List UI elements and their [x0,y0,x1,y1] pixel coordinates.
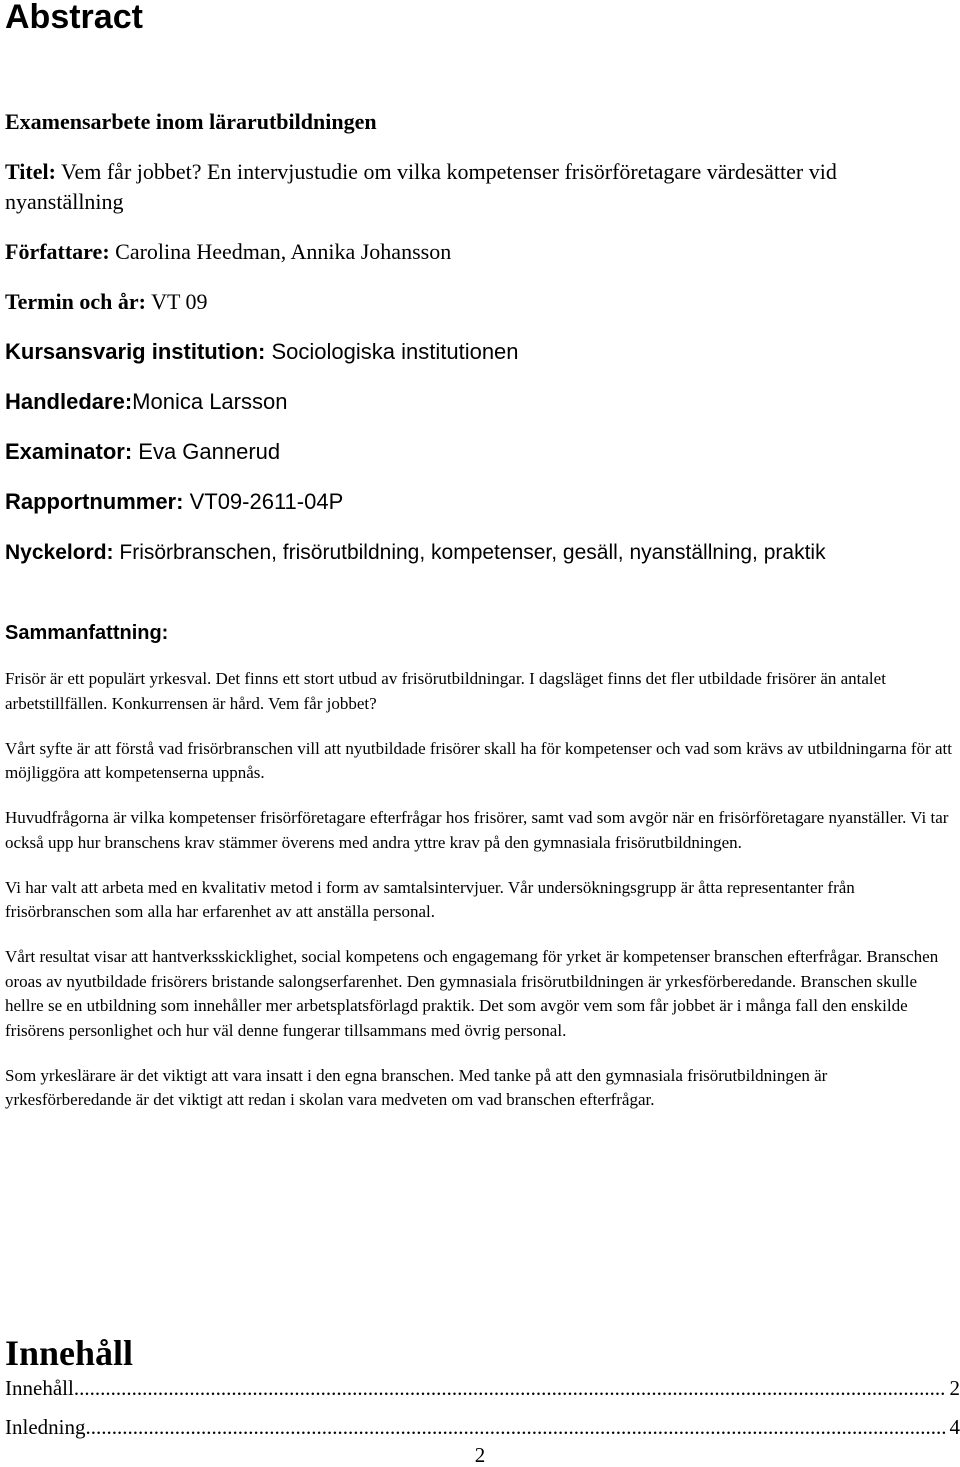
abstract-subtitle: Examensarbete inom lärarutbildningen [5,107,377,137]
field-label: Rapportnummer: [5,489,183,514]
toc-heading: Innehåll [5,1335,133,1371]
toc-entry-label: Innehåll [5,1375,74,1401]
field-value: VT09-2611-04P [190,489,344,514]
field-forfattare [5,237,451,267]
summary-body [5,667,955,1133]
summary-heading: Sammanfattning: [5,620,168,646]
field-value: Eva Gannerud [138,439,280,464]
field-value: Frisörbranschen, frisörutbildning, kompetenser, gesäll, nyanställning, praktik [119,541,825,564]
field-label: Nyckelord: [5,541,114,564]
summary-paragraph: Vårt resultat visar att hantverksskicklighet, social kompetens och engagemang för yrket är kompetenser branschen efterfrågar. Branschen oroas av nyutbildade frisörers bristande salongserfarenhet. Den gymnasiala frisörutbildningen är yrkesförberedande. Branschen skulle hellre se en utbildning som innehåller mer arbetsplatsförlagd praktik. Det som avgör vem som får jobbet är i många fall den enskilde frisörens personlighet och hur väl denne fungerar tillsammans med övrig personal. [5,945,955,1043]
summary-paragraph: Vi har valt att arbeta med en kvalitativ metod i form av samtalsintervjuer. Vår undersökningsgrupp är åtta representanter från frisörbranschen som alla har erfarenhet av att anställa personal. [5,876,955,925]
field-label: Termin och år: [5,289,146,314]
field-value: VT 09 [151,289,207,314]
field-label: Handledare: [5,389,132,414]
field-label: Examinator: [5,439,132,464]
field-label: Författare: [5,239,110,264]
field-termin [5,287,208,317]
toc-leader-dots [85,1414,945,1440]
toc-entry[interactable] [5,1414,960,1440]
toc-entry-page: 2 [946,1375,960,1401]
page-number: 2 [0,1443,960,1467]
field-handledare [5,387,287,417]
toc-entry[interactable] [5,1375,960,1401]
field-nyckelord [5,538,826,568]
toc-entry-page: 4 [946,1414,960,1440]
abstract-heading: Abstract [5,0,143,34]
field-rapportnummer [5,487,343,517]
summary-paragraph: Som yrkeslärare är det viktigt att vara insatt i den egna branschen. Med tanke på att den gymnasiala frisörutbildningen är yrkesförberedande är det viktigt att redan i skolan vara medveten om vad branschen efterfrågar. [5,1064,955,1113]
field-value: Vem får jobbet? En intervjustudie om vilka kompetenser frisörföretagare värdesätter vid nyanställning [5,159,837,214]
summary-paragraph: Vårt syfte är att förstå vad frisörbranschen vill att nyutbildade frisörer skall ha för kompetenser och vad som krävs av utbildningarna för att möjliggöra att kompetenserna uppnås. [5,737,955,786]
field-value: Monica Larsson [132,389,287,414]
toc-leader-dots [74,1375,946,1401]
field-value: Carolina Heedman, Annika Johansson [115,239,451,264]
summary-paragraph: Frisör är ett populärt yrkesval. Det finns ett stort utbud av frisörutbildningar. I dagsläget finns det fler utbildade frisörer än antalet arbetstillfällen. Konkurrensen är hård. Vem får jobbet? [5,667,955,716]
field-institution [5,337,519,367]
toc-entry-label: Inledning [5,1414,85,1440]
field-value: Sociologiska institutionen [271,339,518,364]
summary-paragraph: Huvudfrågorna är vilka kompetenser frisörföretagare efterfrågar hos frisörer, samt vad som avgör när en frisörföretagare nyanställer. Vi tar också upp hur branschens krav stämmer överens med andra yttre krav på den gymnasiala frisörutbildningen. [5,806,955,855]
field-titel [5,157,950,217]
field-label: Titel: [5,159,56,184]
field-label: Kursansvarig institution: [5,339,265,364]
field-examinator [5,437,280,467]
